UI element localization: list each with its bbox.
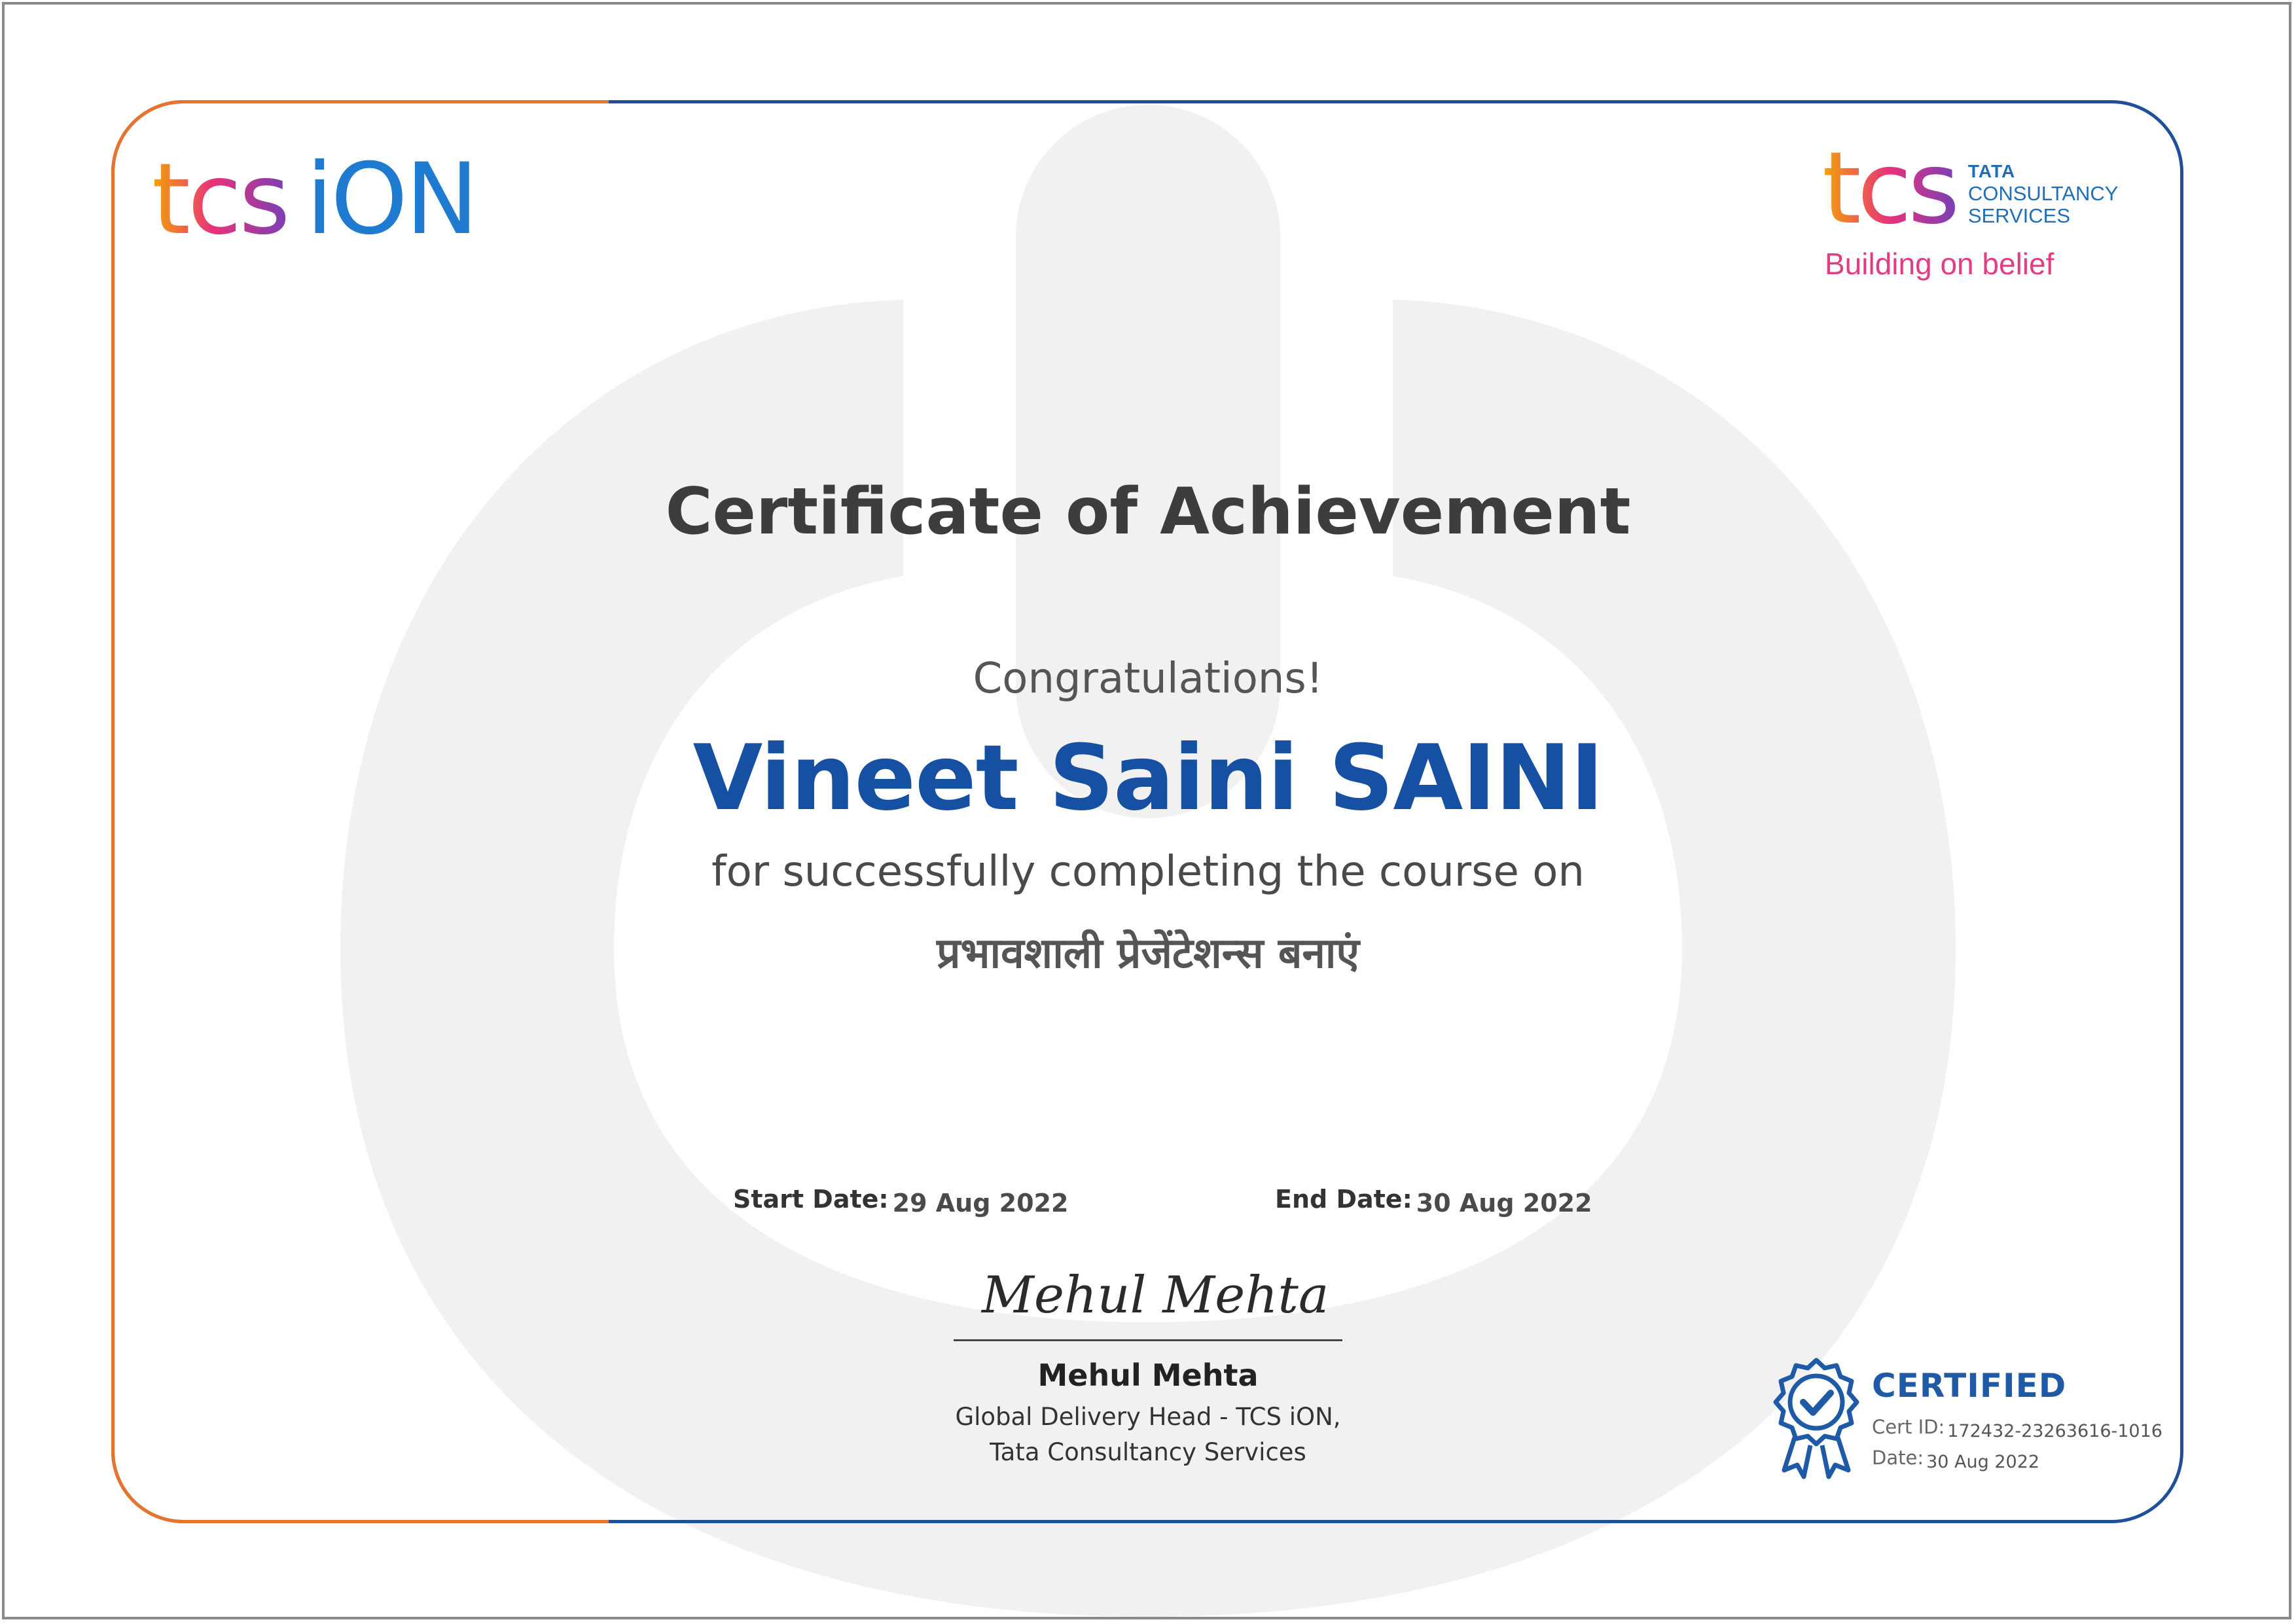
tcs-ion-logo-ion: iON	[306, 143, 476, 257]
handwritten-signature	[969, 1257, 1335, 1335]
cert-date-value: 30 Aug 2022	[1926, 1452, 2040, 1472]
certificate-title: Certificate of Achievement	[665, 475, 1631, 549]
tcs-corporate-logo	[1822, 130, 2119, 281]
tcs-tagline: Building on belief	[1825, 247, 2054, 281]
signer-role-line2: Tata Consultancy Services	[990, 1438, 1306, 1466]
end-date-value: 30 Aug 2022	[1416, 1189, 1592, 1218]
cert-date-label: Date:	[1872, 1447, 1924, 1469]
end-date-label: End Date:	[1275, 1185, 1412, 1214]
recipient-name: Vineet Saini SAINI	[692, 725, 1604, 831]
start-date-label: Start Date:	[733, 1185, 889, 1214]
certified-label: CERTIFIED	[1872, 1367, 2067, 1405]
cert-id-label: Cert ID:	[1872, 1416, 1945, 1438]
end-date	[1275, 1185, 1592, 1218]
certified-badge-icon	[1767, 1355, 1865, 1479]
tcs-logo-line3: SERVICES	[1967, 204, 2071, 227]
tcs-logo-line2: CONSULTANCY	[1967, 182, 2119, 205]
start-date	[733, 1185, 1069, 1218]
cert-id	[1872, 1416, 2162, 1441]
tcs-logo-name	[1968, 160, 2119, 227]
greeting: Congratulations!	[973, 655, 1323, 703]
tcs-logo-line1: TATA	[1967, 161, 2016, 181]
cert-id-value: 172432-23263616-1016	[1947, 1421, 2162, 1441]
signer-role-line1: Global Delivery Head - TCS iON,	[955, 1403, 1341, 1431]
cert-date	[1872, 1447, 2040, 1472]
tcs-ion-logo	[152, 143, 476, 257]
signer-name: Mehul Mehta	[1037, 1358, 1259, 1393]
tcs-logo-mark: tcs	[1822, 130, 1956, 246]
course-name: प्रभावशाली प्रेजेंटेशन्स बनाएं	[937, 929, 1359, 978]
course-intro: for successfully completing the course on	[711, 848, 1585, 896]
signature-glyphs: Mehul Mehta	[982, 1266, 1329, 1325]
signer-role	[916, 1399, 1380, 1470]
signature-line	[954, 1339, 1342, 1341]
tcs-ion-logo-tcs: tcs	[152, 143, 288, 257]
start-date-value: 29 Aug 2022	[892, 1189, 1069, 1218]
